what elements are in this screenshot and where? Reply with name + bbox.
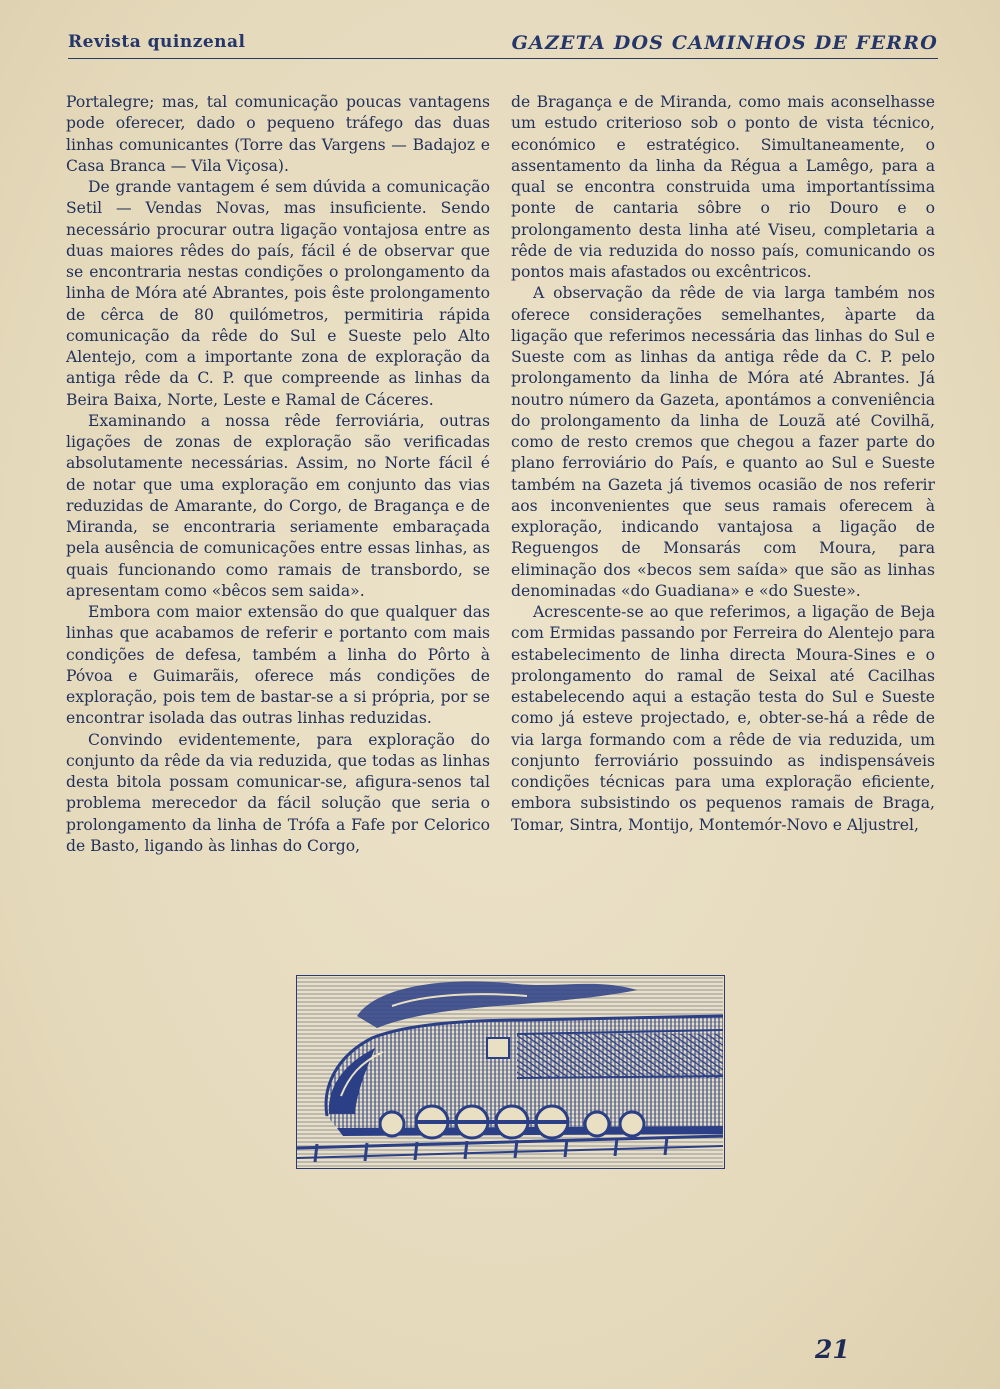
- header-left-text: Revista quinzenal: [68, 32, 246, 52]
- paragraph: Portalegre; mas, tal comunicação poucas vantagens pode oferecer, dado o pequeno tráfego das duas linhas comunicantes (Torre das Vargens — Badajoz e Casa Branca — Vila Viçosa).: [66, 93, 490, 175]
- right-column: [511, 92, 935, 836]
- paragraph: de Bragança e de Miranda, como mais aconselhasse um estudo criterioso sob o ponto de vista técnico, económico e estratégico. Simultaneamente, o assentamento da linha da Régua a Lamêgo, para a qual se encontra construida uma importantíssima ponte de cantaria sôbre o rio Douro e o prolongamento desta linha até Viseu, completaria a rêde de via reduzida do nosso país, comunicando os pontos mais afastados ou excêntricos.: [511, 93, 935, 281]
- paragraph: Examinando a nossa rêde ferroviária, outras ligações de zonas de exploração são verificadas absolutamente necessárias. Assim, no Norte fácil é de notar que uma exploração em conjunto das vias reduzidas de Amarante, do Corgo, de Bragança e de Miranda, se encontraria seriamente embaraçada pela ausência de comunicações entre essas linhas, as quais funcionando como ramais de transbordo, se apresentam como «bêcos sem saida».: [66, 411, 490, 600]
- paragraph: De grande vantagem é sem dúvida a comunicação Setil — Vendas Novas, mas insuficiente. Sendo necessário procurar outra ligação vontajosa entre as duas maiores rêdes do país, fácil é de observar que se encontraria nestas condições o prolongamento da linha de Móra até Abrantes, pois êste prolongamento de cêrca de 80 quilómetros, permitiria rápida comunicação da rêde do Sul e Sueste pelo Alto Alentejo, com a importante zona de exploração da antiga rêde da C. P. que compreende as linhas da Beira Baixa, Norte, Leste e Ramal de Cáceres.: [66, 178, 490, 409]
- paragraph: A observação da rêde de via larga também nos oferece considerações semelhantes, àparte da ligação que referimos necessária das linhas do Sul e Sueste com as linhas da antiga rêde da C. P. pelo prolongamento da linha de Móra até Abrantes. Já noutro número da Gazeta, apontámos a conveniência do prolongamento da linha de Louzã até Covilhã, como de resto cremos que chegou a fazer parte do plano ferroviário do País, e quanto ao Sul e Sueste também na Gazeta já tivemos ocasião de nos referir aos inconvenientes que seus ramais oferecem à exploração, indicando vantajosa a ligação de Reguengos de Monsarás com Moura, para eliminação dos «becos sem saída» que são as linhas denominadas «do Guadiana» e «do Sueste».: [511, 284, 935, 600]
- page-number: 21: [815, 1335, 850, 1364]
- paragraph: Embora com maior extensão do que qualquer das linhas que acabamos de referir e portanto com mais condições de defesa, também a linha do Pôrto à Póvoa e Guimarãis, oferece más condições de exploração, pois tem de bastar-se a si própria, por se encontrar isolada das outras linhas reduzidas.: [66, 603, 490, 728]
- locomotive-engraving: [297, 976, 723, 1167]
- header-right-text: GAZETA DOS CAMINHOS DE FERRO: [511, 32, 938, 54]
- running-header: [68, 30, 938, 59]
- paragraph: Convindo evidentemente, para exploração do conjunto da rêde da via reduzida, que todas as linhas desta bitola possam comunicar-se, afigura-senos tal problema merecedor da fácil solução que seria o prolongamento da linha de Trófa a Fafe por Celorico de Basto, ligando às linhas do Corgo,: [66, 730, 490, 855]
- paragraph: Acrescente-se ao que referimos, a ligação de Beja com Ermidas passando por Ferreira do Alentejo para estabelecimento de linha directa Moura-Sines e o prolongamento do ramal de Seixal até Cacilhas estabelecendo aqui a estação testa do Sul e Sueste como já esteve projectado, e, obter-se-há a rêde de via larga formando com a rêde de via reduzida, um conjunto ferroviário possuindo as indispensáveis condições técnicas para uma exploração eficiente, embora subsistindo os pequenos ramais de Braga, Tomar, Sintra, Montijo, Montemór-Novo e Aljustrel,: [511, 603, 935, 834]
- left-column: [66, 92, 490, 857]
- locomotive-illustration: [296, 975, 725, 1169]
